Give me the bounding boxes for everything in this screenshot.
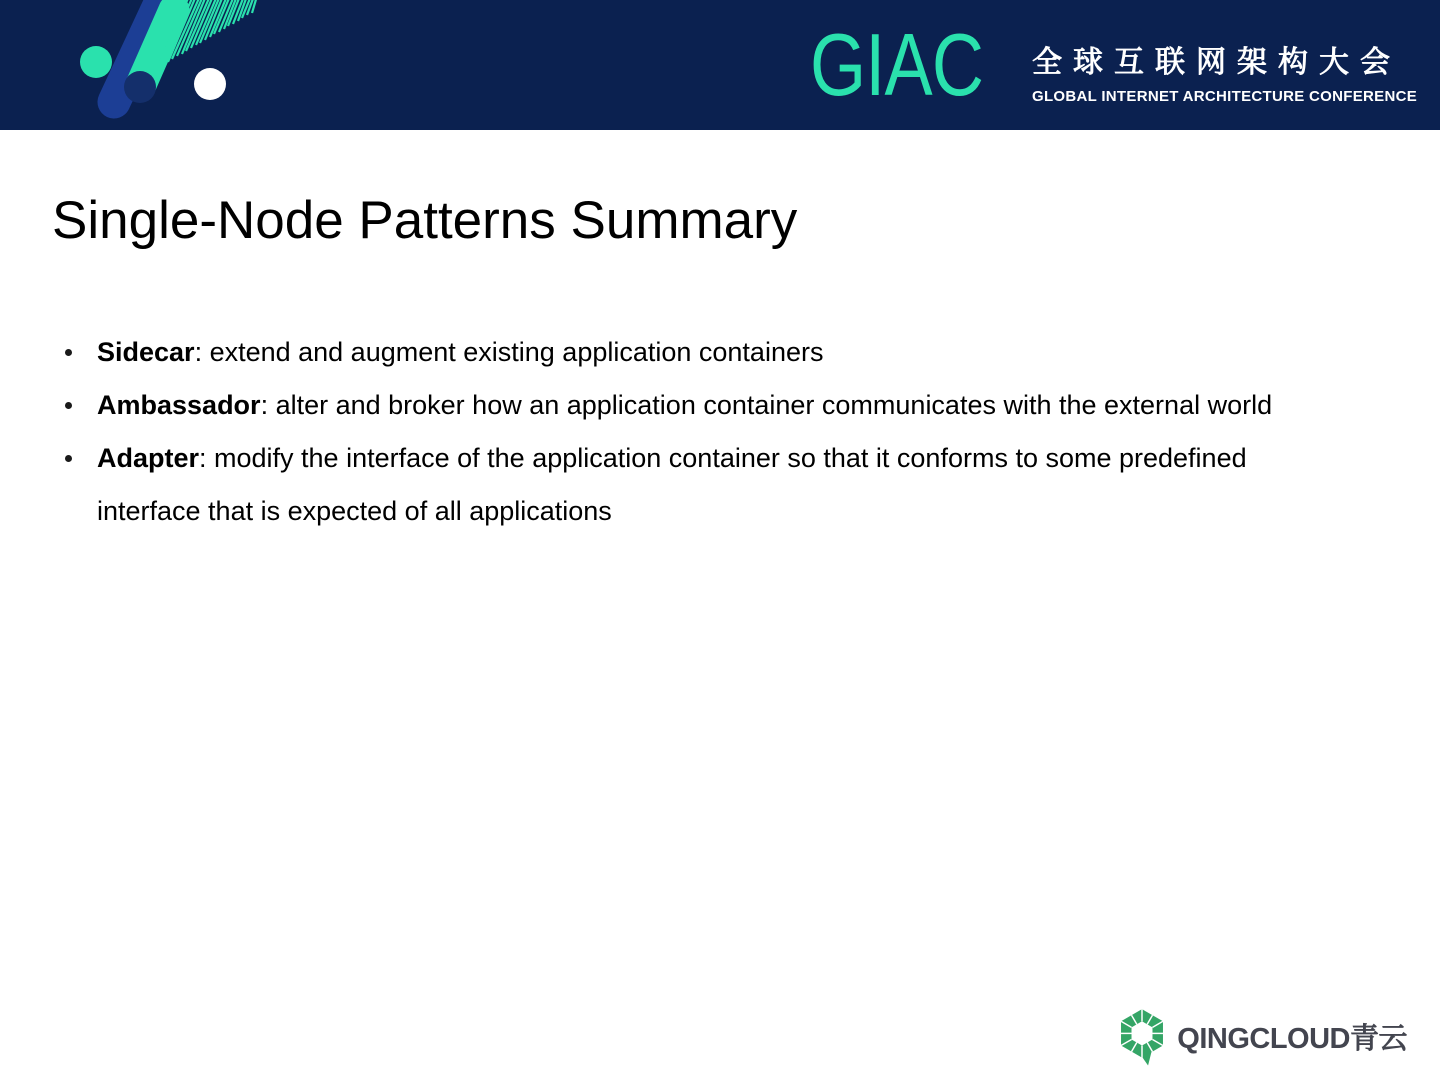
qingcloud-brand <box>1116 1005 1407 1067</box>
bullet-term: Sidecar <box>97 337 195 367</box>
bullet-desc: : alter and broker how an application container communicates with the external world <box>260 390 1273 420</box>
qingcloud-logo-icon <box>1116 1005 1168 1067</box>
bullet-item-ambassador <box>62 379 1329 432</box>
conference-title-en: GLOBAL INTERNET ARCHITECTURE CONFERENCE <box>1032 88 1418 105</box>
bullet-dot-icon <box>65 455 72 462</box>
qingcloud-wordmark: QINGCLOUD青云 <box>1177 1022 1407 1055</box>
header-brand-block <box>810 0 1418 130</box>
conference-header-bar <box>0 0 1440 130</box>
bullet-list <box>62 326 1329 538</box>
giac-rods-logo-icon <box>28 0 288 130</box>
conference-title-zh: 全球互联网架构大会 <box>1032 46 1401 79</box>
conference-title-block <box>1032 37 1418 105</box>
bullet-term: Ambassador <box>97 390 261 420</box>
bullet-item-sidecar <box>62 326 1329 379</box>
giac-wordmark: GIAC <box>810 15 984 114</box>
bullet-desc: : extend and augment existing application containers <box>194 337 824 367</box>
bullet-item-adapter <box>62 432 1329 538</box>
bullet-term: Adapter <box>97 443 200 473</box>
bullet-dot-icon <box>65 349 72 356</box>
bullet-dot-icon <box>65 402 72 409</box>
page-title: Single-Node Patterns Summary <box>52 191 798 250</box>
bullet-desc: : modify the interface of the application container so that it conforms to some predefined interface that is expected of all applications <box>97 443 1247 526</box>
